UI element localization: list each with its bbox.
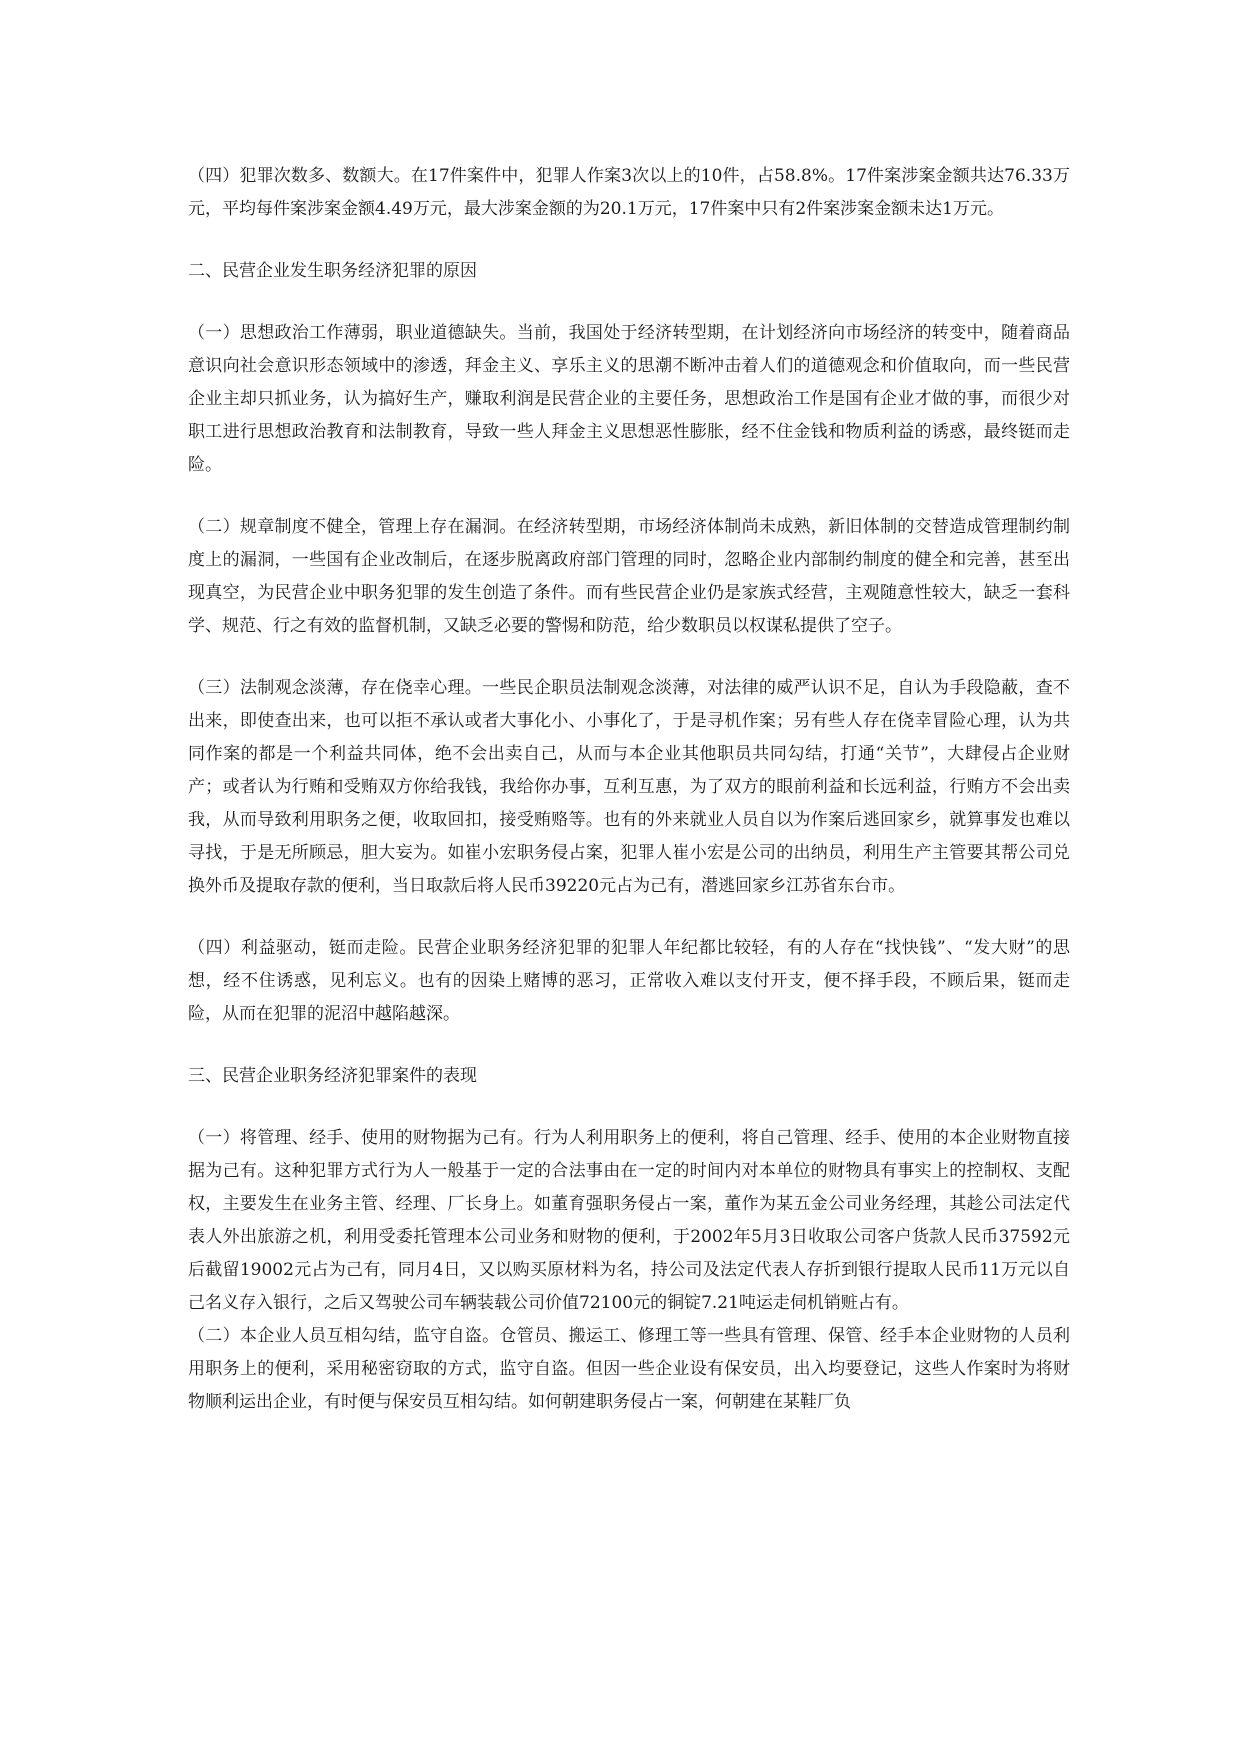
document-body [188, 160, 1070, 1448]
paragraph-cause-ideology: （一）思想政治工作薄弱，职业道德缺失。当前，我国处于经济转型期，在计划经济向市场经济的转变中，随着商品意识向社会意识形态领域中的渗透，拜金主义、享乐主义的思潮不断冲击着人们的道德观念和价值取向，而一些民营企业主却只抓业务，认为搞好生产，赚取利润是民营企业的主要任务，思想政治工作是国有企业才做的事，而很少对职工进行思想政治教育和法制教育，导致一些人拜金主义思想恶性膨胀，经不住金钱和物质利益的诱惑，最终铤而走险。 [188, 323, 1070, 475]
paragraph-crime-frequency: （四）犯罪次数多、数额大。在17件案件中，犯罪人作案3次以上的10件，占58.8%。17件案涉案金额共达76.33万元，平均每件案涉案金额4.49万元，最大涉案金额的为20.1万元，17件案中只有2件案涉案金额未达1万元。 [188, 166, 1070, 219]
paragraph-manifestation-appropriation: （一）将管理、经手、使用的财物据为己有。行为人利用职务上的便利，将自己管理、经手、使用的本企业财物直接据为己有。这种犯罪方式行为人一般基于一定的合法事由在一定的时间内对本单位的财物具有事实上的控制权、支配权，主要发生在业务主管、经理、厂长身上。如董育强职务侵占一案，董作为某五金公司业务经理，其趁公司法定代表人外出旅游之机，利用受委托管理本公司业务和财物的便利，于2002年5月3日收取公司客户货款人民币37592元后截留19002元占为己有，同月4日，又以购买原材料为名，持公司及法定代表人存折到银行提取人民币11万元以自己名义存入银行，之后又驾驶公司车辆装载公司价值72100元的铜锭7.21吨运走伺机销赃占有。 [188, 1128, 1070, 1313]
paragraph-manifestation-collusion: （二）本企业人员互相勾结，监守自盗。仓管员、搬运工、修理工等一些具有管理、保管、经手本企业财物的人员利用职务上的便利，采用秘密窃取的方式，监守自盗。但因一些企业设有保安员，出入均要登记，这些人作案时为将财物顺利运出企业，有时便与保安员互相勾结。如何朝建职务侵占一案，何朝建在某鞋厂负 [188, 1326, 1070, 1412]
paragraph-cause-regulations: （二）规章制度不健全，管理上存在漏洞。在经济转型期，市场经济体制尚未成熟，新旧体制的交替造成管理制约制度上的漏洞，一些国有企业改制后，在逐步脱离政府部门管理的同时，忽略企业内部制约制度的健全和完善，甚至出现真空，为民营企业中职务犯罪的发生创造了条件。而有些民营企业仍是家族式经营，主观随意性较大，缺乏一套科学、规范、行之有效的监督机制，又缺乏必要的警惕和防范，给少数职员以权谋私提供了空子。 [188, 517, 1070, 636]
paragraph-cause-legal-awareness: （三）法制观念淡薄，存在侥幸心理。一些民企职员法制观念淡薄，对法律的威严认识不足，自认为手段隐蔽，查不出来，即使查出来，也可以拒不承认或者大事化小、小事化了，于是寻机作案；另有些人存在侥幸冒险心理，认为共同作案的都是一个利益共同体，绝不会出卖自己，从而与本企业其他职员共同勾结，打通“关节”，大肆侵占企业财产；或者认为行贿和受贿双方你给我钱，我给你办事，互利互惠，为了双方的眼前利益和长远利益，行贿方不会出卖我，从而导致利用职务之便，收取回扣，接受贿赂等。也有的外来就业人员自以为作案后逃回家乡，就算事发也难以寻找，于是无所顾忌，胆大妄为。如崔小宏职务侵占案，犯罪人崔小宏是公司的出纳员，利用生产主管要其帮公司兑换外币及提取存款的便利，当日取款后将人民币39220元占为己有，潜逃回家乡江苏省东台市。 [188, 678, 1070, 896]
section-heading-manifestations: 三、民营企业职务经济犯罪案件的表现 [188, 1066, 477, 1086]
paragraph-cause-profit: （四）利益驱动，铤而走险。民营企业职务经济犯罪的犯罪人年纪都比较轻，有的人存在“找快钱”、“发大财”的思想，经不住诱惑，见利忘义。也有的因染上赌博的恶习，正常收入难以支付开支，便不择手段，不顾后果，铤而走险，从而在犯罪的泥沼中越陷越深。 [188, 938, 1070, 1024]
section-heading-causes: 二、民营企业发生职务经济犯罪的原因 [188, 261, 477, 281]
